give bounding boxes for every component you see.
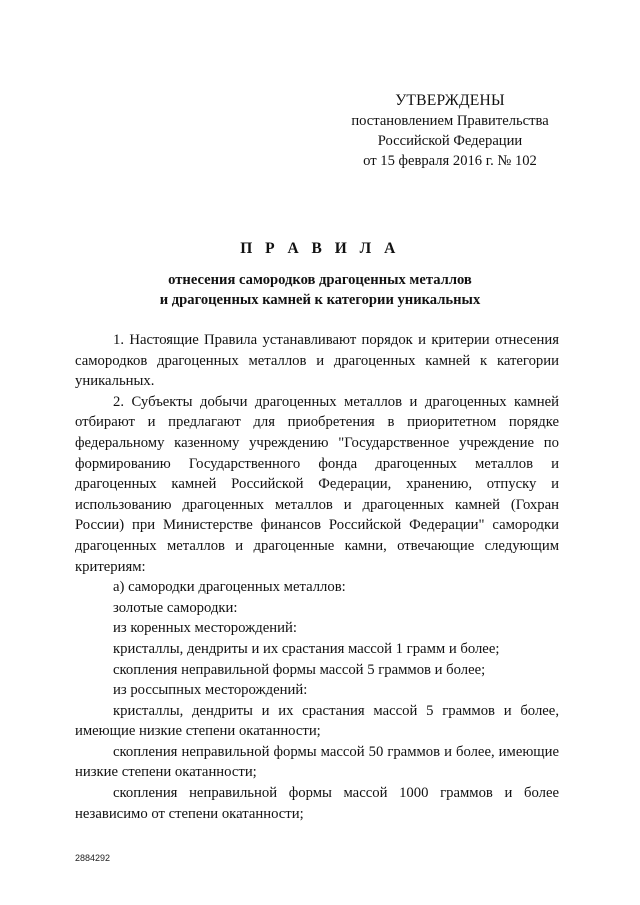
approval-line-resolution: постановлением Правительства: [351, 113, 549, 129]
paragraph-1: 1. Настоящие Правила устанавливают порядок и критерии отнесения самородков драгоценных металлов и драгоценных камней к категории уникальных.: [75, 332, 559, 390]
item-clusters-1000g: скопления неправильной формы массой 1000 граммов и более независимо от степени окатанности;: [75, 785, 559, 822]
item-bedrock: из коренных месторождений:: [113, 620, 297, 637]
approval-title: УТВЕРЖДЕНЫ: [395, 92, 505, 109]
item-crystals-1g: кристаллы, дендриты и их срастания массой 1 грамм и более;: [113, 640, 500, 657]
document-code: 2884292: [75, 853, 111, 863]
item-placer: из россыпных месторождений:: [113, 682, 308, 699]
item-clusters-5g: скопления неправильной формы массой 5 граммов и более;: [113, 661, 486, 678]
document-subtitle: [60, 270, 580, 310]
document-subtitle-line-1: отнесения самородков драгоценных металлов: [168, 272, 472, 288]
item-crystals-5g: кристаллы, дендриты и их срастания массой 5 граммов и более, имеющие низкие степени окатанности;: [75, 702, 559, 740]
document-body: [75, 330, 559, 824]
approval-line-date: от 15 февраля 2016 г. № 102: [363, 153, 537, 169]
approval-stamp: [332, 91, 568, 171]
item-a: а) самородки драгоценных металлов:: [113, 579, 346, 596]
approval-line-federation: Российской Федерации: [377, 133, 523, 149]
paragraph-2: 2. Субъекты добычи драгоценных металлов и драгоценных камней отбирают и предлагают для приобретения в приоритетном порядке федеральному казенному учреждению "Государственное учреждение по формированию Государственного фонда драгоценных металлов и драгоценных камней Российской Федерации, хранению, отпуску и использованию драгоценных металлов и драгоценных камней (Гохран России) при Министерстве финансов Российской Федерации" самородки драгоценных металлов и драгоценные камни, отвечающие следующим критериям:: [75, 393, 559, 575]
document-heading: [60, 238, 580, 310]
document-title: П Р А В И Л А: [240, 240, 400, 257]
document-subtitle-line-2: и драгоценных камней к категории уникальных: [159, 292, 481, 308]
item-clusters-50g: скопления неправильной формы массой 50 граммов и более, имеющие низкие степени окатанности;: [75, 743, 559, 781]
item-gold: золотые самородки:: [113, 599, 238, 616]
